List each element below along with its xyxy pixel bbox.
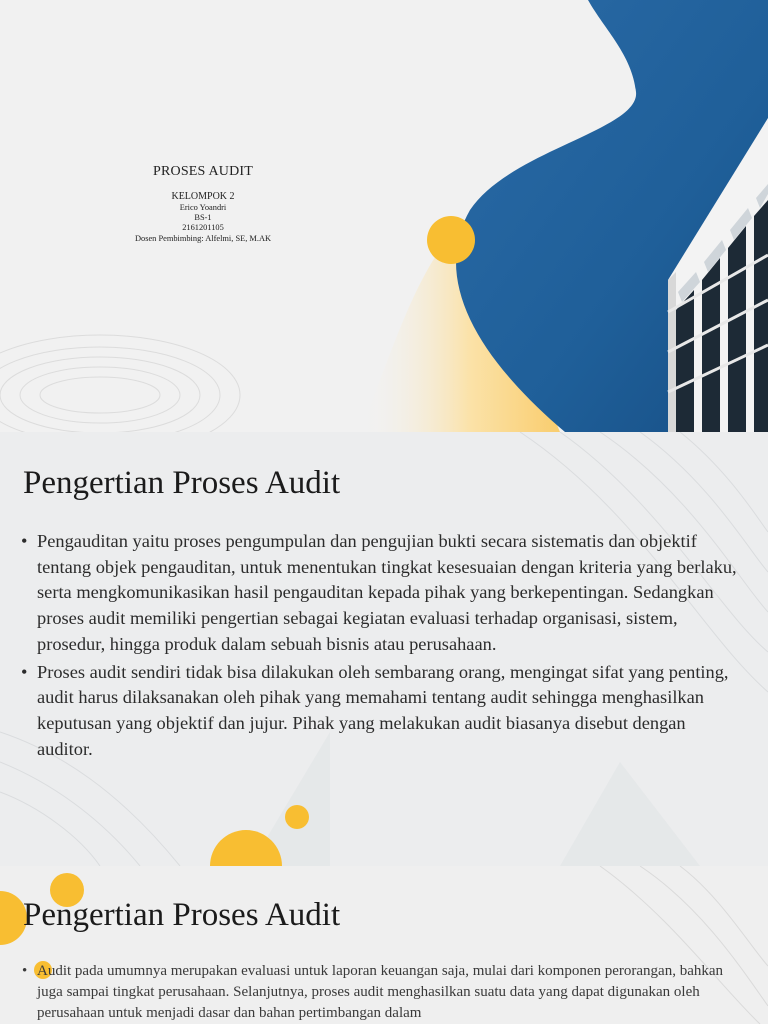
- accent-dot-small: [285, 805, 309, 829]
- title-block: [100, 164, 306, 244]
- content-slide-2[interactable]: [0, 866, 768, 1024]
- bullet-list: [37, 961, 727, 1024]
- slide-heading: Pengertian Proses Audit: [23, 897, 341, 933]
- student-id: 2161201105: [182, 223, 224, 233]
- author-info: [100, 191, 306, 244]
- bullet-item: • Pengauditan yaitu proses pengumpulan dan pengujian bukti secara sistematis dan objektif tentang objek pengauditan, untuk menentukan tingkat kesesuaian dengan kriteria yang berlaku, serta mengkomunikasikan hasil pengauditan kepada pihak yang berkepentingan. Sedangkan proses audit memiliki pengertian sebagai kegiatan evaluasi terhadap organisasi, sistem, prosedur, hingga produk dalam sebuah bisnis atau perusahaan.: [37, 529, 743, 658]
- student-name: Erico Yoandri: [179, 203, 227, 212]
- presentation-title: PROSES AUDIT: [152, 164, 254, 179]
- bullet-item: • Audit pada umumnya merupakan evaluasi untuk laporan keuangan saja, mulai dari komponen perorangan, bahkan juga sampai tingkat perusahaan. Selanjutnya, proses audit menghasilkan suatu data yang dapat digunakan oleh perusahaan untuk menjadi dasar dan bahan pertimbangan dalam: [37, 961, 727, 1024]
- supervisor: Dosen Pembimbing: Alfelmi, SE, M.AK: [134, 233, 272, 243]
- bullet-item: • Proses audit sendiri tidak bisa dilakukan oleh sembarang orang, mengingat sifat yang penting, audit harus dilaksanakan oleh pihak yang memahami tentang audit sehingga menghasilkan keputusan yang objektif dan jujur. Pihak yang melakukan audit biasanya disebut dengan auditor.: [37, 660, 743, 763]
- decorative-curves: [0, 335, 240, 432]
- title-slide[interactable]: [0, 0, 768, 432]
- class-code: BS-1: [194, 213, 212, 223]
- bullet-list: [37, 529, 743, 764]
- group-name: KELOMPOK 2: [171, 191, 235, 202]
- content-slide-1[interactable]: [0, 432, 768, 866]
- slide-heading: Pengertian Proses Audit: [23, 465, 341, 501]
- accent-dot: [427, 216, 475, 264]
